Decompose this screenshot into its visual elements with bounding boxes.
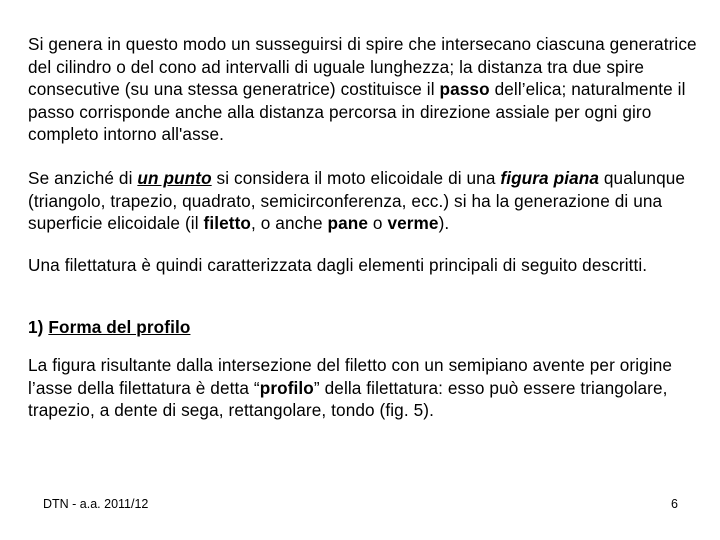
term-figura-piana: figura piana	[500, 168, 599, 188]
paragraph-elementi-principali: Una filettatura è quindi caratterizzata dagli elementi principali di seguito descritti.	[28, 255, 648, 275]
footer-course-label: DTN - a.a. 2011/12	[43, 497, 149, 511]
term-filetto: filetto	[203, 213, 251, 233]
term-profilo: profilo	[259, 377, 314, 398]
paragraph-profilo	[28, 354, 698, 422]
text-span: ” della filettatura: esso può essere triangolare, trapezio, a dente di sega, rettangolare, tondo (fig. 5).	[28, 377, 668, 420]
term-un-punto: un punto	[137, 168, 212, 188]
text-span: o	[368, 213, 388, 233]
paragraph-passo	[28, 33, 698, 146]
text-span: ).	[438, 213, 450, 233]
text-span: , o anche	[251, 213, 328, 233]
term-passo: passo	[439, 79, 490, 99]
section-number: 1)	[28, 317, 44, 337]
section-heading	[28, 316, 698, 339]
text-span: si considera il moto elicoidale di una	[211, 168, 501, 188]
term-verme: verme	[387, 213, 439, 233]
text-span: La figura risultante dalla intersezione del filetto con un semipiano avente per origine l’asse della filettatura è detta “	[28, 355, 673, 398]
paragraph-superficie-elicoidale	[28, 167, 698, 235]
section-title: Forma del profilo	[48, 317, 191, 337]
text-span: qualunque (triangolo, trapezio, quadrato, semicirconferenza, ecc.) si ha la generazione di una superficie elicoidale (il	[28, 168, 686, 233]
footer-page-number: 6	[671, 497, 678, 511]
text-span: Se anziché di	[28, 168, 138, 188]
term-pane: pane	[327, 213, 369, 233]
text-span: dell’elica; naturalmente il passo corrisponde anche alla distanza percorsa in direzione assiale per ogni giro completo intorno all'asse.	[28, 79, 686, 144]
text-span: Si genera in questo modo un susseguirsi di spire che intersecano ciascuna generatrice del cilindro o del cono ad intervalli di uguale lunghezza; la distanza tra due spire consecutive (su una stessa generatrice) costituisce il	[28, 34, 697, 99]
